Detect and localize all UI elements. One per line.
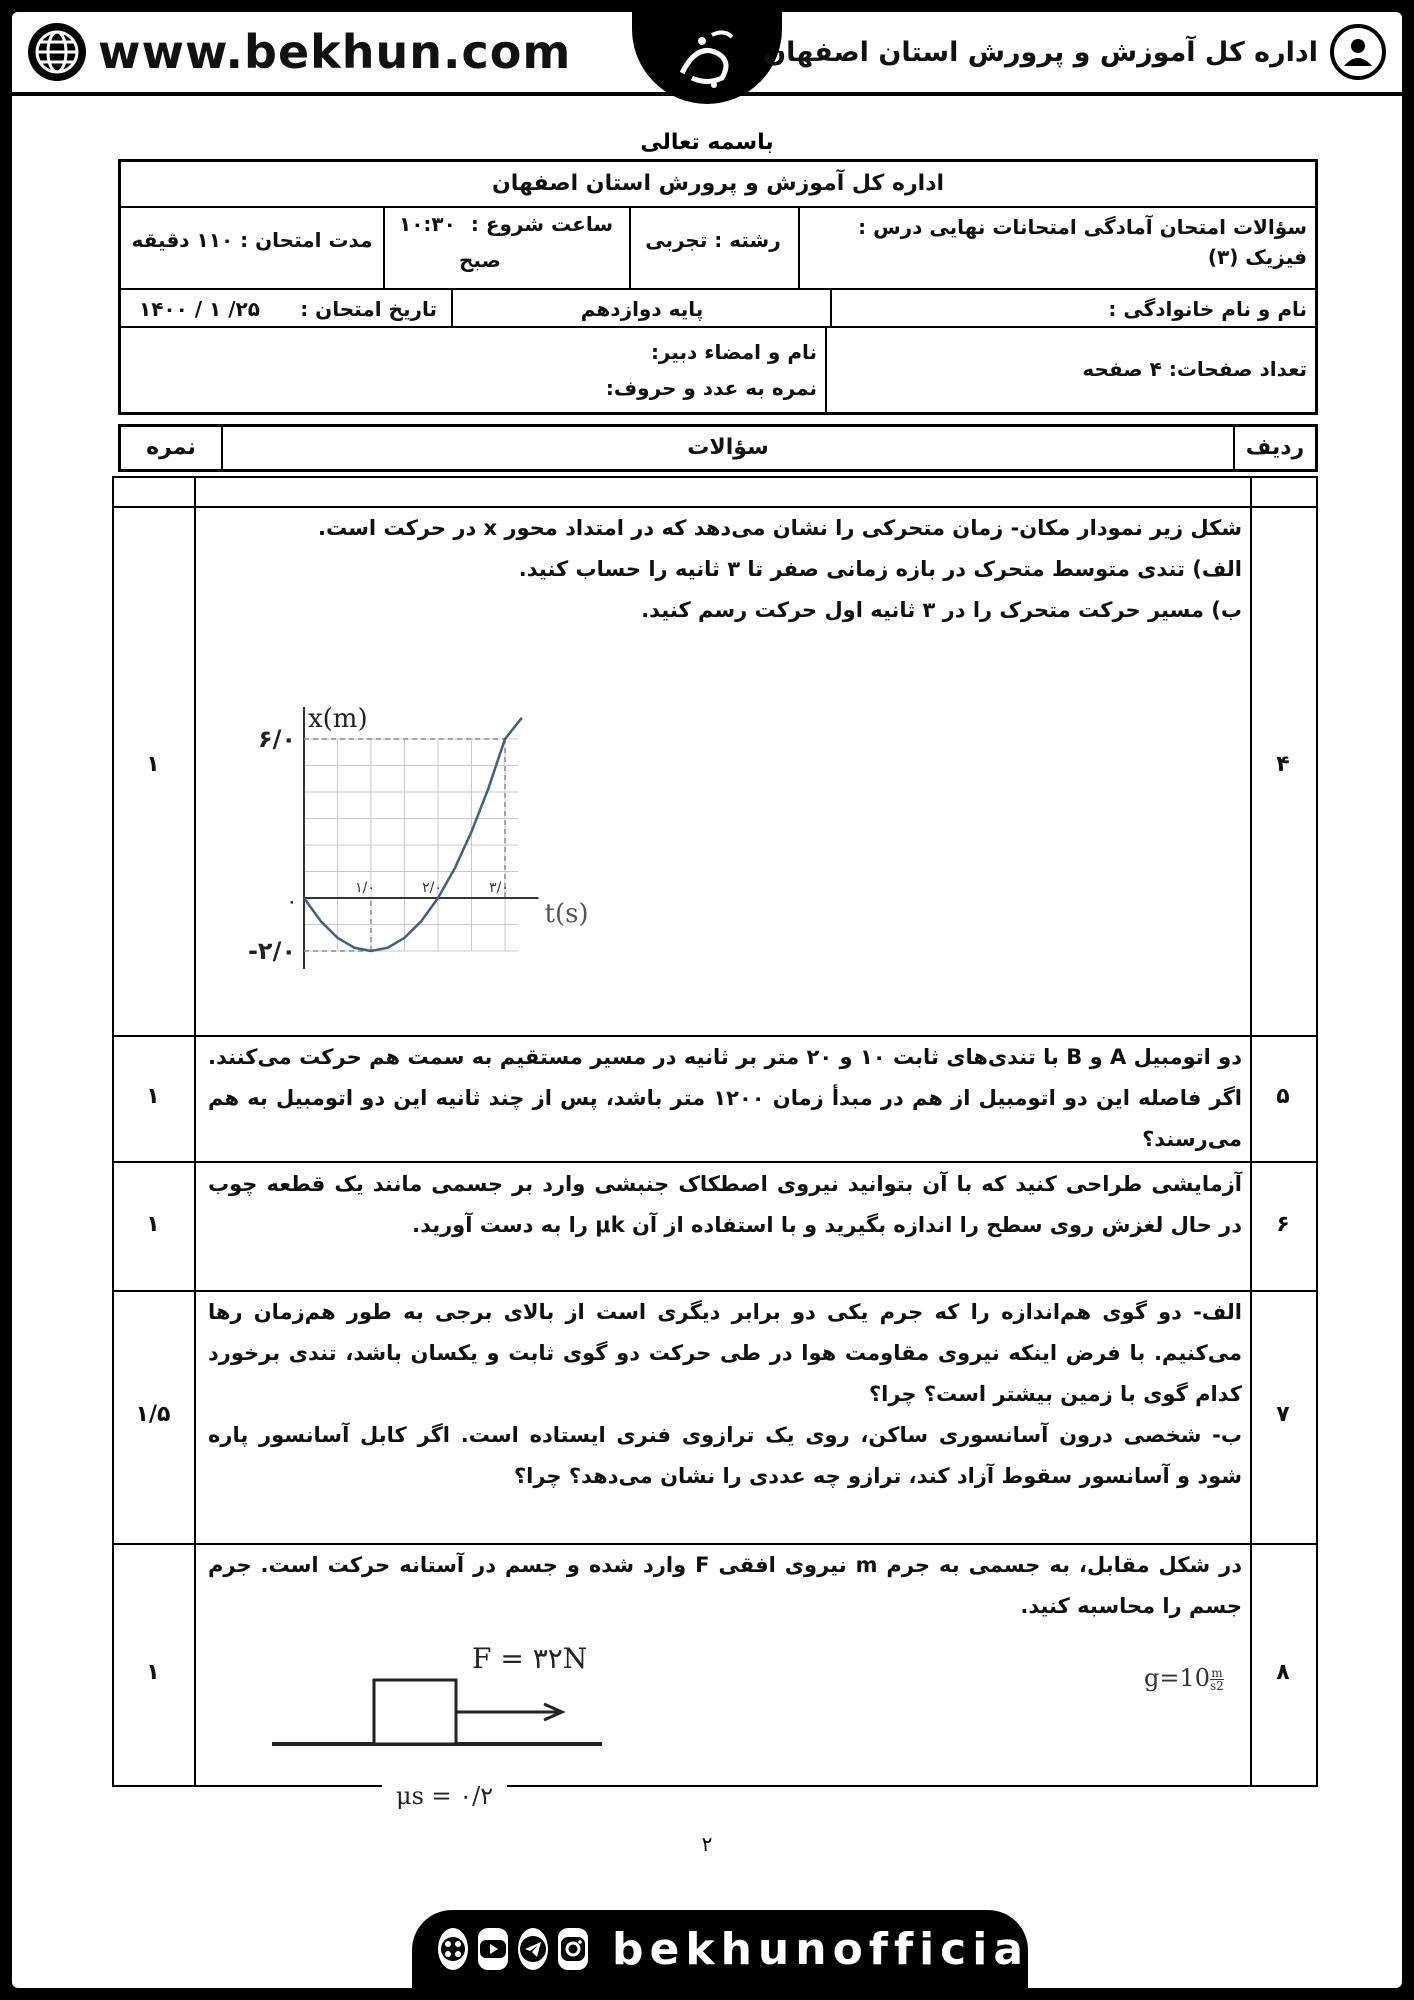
q7-score: ۱/۵	[135, 1402, 171, 1427]
block-force-diagram	[272, 1632, 632, 1762]
page-number: ۲	[701, 1832, 713, 1856]
exam-field: رشته : تجربی	[645, 228, 781, 252]
globe-icon	[28, 23, 86, 81]
y-axis-label: x(m)	[308, 704, 368, 734]
exam-info-box	[118, 159, 1318, 415]
x-tick-label: ۳/۰	[489, 880, 509, 896]
q7-part-b: ب- شخصی درون آسانسوری ساکن، روی یک ترازوی فنری ایستاده است. اگر کابل آسانسور پاره شود و آسانسور سقوط آزاد کند، ترازو چه عددی را نشان می‌دهد؟ چرا؟	[208, 1423, 1242, 1488]
logo-icon	[662, 23, 752, 93]
student-name-label: نام و نام خانوادگی :	[1108, 297, 1307, 321]
table-header	[118, 424, 1318, 472]
q4-text	[208, 508, 1242, 631]
q5-row-number: ۵	[1276, 1084, 1290, 1109]
date-label: تاریخ امتحان :	[300, 297, 437, 321]
heading: باسمه تعالی	[640, 130, 774, 155]
page-count: تعداد صفحات: ۴ صفحه	[1082, 357, 1307, 381]
teacher-signature-label: نام و امضاء دبیر:	[650, 340, 817, 364]
site-link[interactable]	[28, 22, 571, 82]
position-time-chart	[212, 672, 612, 992]
y-tick-label: ۶/۰	[257, 725, 296, 753]
q4-stem: شکل زیر نمودار مکان- زمان متحرکی را نشان می‌دهد که در امتداد محور x در حرکت است.	[318, 516, 1242, 540]
exam-subject: سؤالات امتحان آمادگی امتحانات نهایی درس : فیزیک (۳)	[858, 215, 1307, 269]
col-score-header: نمره	[146, 435, 196, 460]
exam-date-cell	[127, 290, 445, 326]
q5-text: دو اتومبیل A و B با تندی‌های ثابت ۱۰ و ۲۰ متر بر ثانیه در مسیر مستقیم به سمت هم حرکت می‌کنند. اگر فاصله این دو اتومبیل از هم در مبدأ زمان ۱۲۰۰ متر باشد، پس از چند ثانیه این دو اتومبیل به هم می‌رسند؟	[208, 1045, 1243, 1151]
start-time-cell	[389, 212, 621, 284]
gravity-value: g=10	[1144, 1664, 1211, 1692]
start-time: ۱۰:۳۰	[399, 212, 456, 236]
friction-coefficient: μs = ۰/۲	[382, 1782, 507, 1810]
y-tick-label: ۰	[287, 894, 296, 910]
gravity-unit-top: m	[1211, 1666, 1223, 1680]
gravity-unit-bottom: s2	[1210, 1679, 1224, 1693]
org-title: اداره کل آموزش و پرورش استان اصفهان	[763, 36, 1318, 68]
start-label: ساعت شروع :	[470, 212, 613, 236]
col-row-header: ردیف	[1245, 435, 1305, 460]
q4-row-number: ۴	[1276, 752, 1290, 777]
telegram-icon[interactable]	[518, 1928, 548, 1970]
instagram-icon[interactable]	[558, 1928, 588, 1970]
user-icon	[1330, 24, 1386, 80]
page	[12, 12, 1402, 1988]
force-label: F = ۳۲N	[472, 1642, 588, 1675]
q7-text	[208, 1292, 1242, 1497]
site-url[interactable]: www.bekhun.com	[98, 25, 572, 79]
exam-duration: مدت امتحان : ۱۱۰ دقیقه	[131, 228, 373, 252]
exam-org: اداره کل آموزش و پرورش استان اصفهان	[491, 171, 945, 196]
aparat-icon[interactable]	[438, 1928, 468, 1970]
q6-text: آزمایشی طراحی کنید که با آن بتوانید نیروی اصطکاک جنبشی وارد بر جسمی مانند یک قطعه چوب در حال لغزش روی سطح را اندازه بگیرید و با استفاده از آن μk را به دست آورید.	[208, 1172, 1242, 1237]
date-value: ۱۴۰۰ / ۱ /۲۵	[139, 297, 260, 321]
x-axis-label: t(s)	[544, 899, 589, 929]
q7-part-a: الف- دو گوی هم‌اندازه را که جرم یکی دو برابر دیگری است از بالای برجی به طور هم‌زمان رها می‌کنیم. با فرض اینکه نیروی مقاومت هوا در طی حرکت دو گوی ثابت و یکسان باشد، تندی برخورد کدام گوی با زمین بیشتر است؟ چرا؟	[208, 1300, 1242, 1406]
y-tick-label: -۲/۰	[247, 937, 296, 965]
brand-logo	[632, 12, 782, 104]
org-header	[763, 22, 1386, 82]
exam-grade: پایه دوازدهم	[580, 297, 704, 321]
q4-part-a: الف) تندی متوسط متحرک در بازه زمانی صفر تا ۳ ثانیه را حساب کنید.	[518, 557, 1242, 581]
youtube-icon[interactable]	[478, 1928, 508, 1970]
q6-row-number: ۶	[1276, 1212, 1290, 1237]
x-tick-label: ۱/۰	[355, 880, 375, 896]
q6-score: ۱	[146, 1212, 160, 1237]
q4-score: ۱	[146, 752, 160, 777]
data-curve	[304, 718, 522, 951]
q5-score: ۱	[146, 1084, 160, 1109]
social-footer	[412, 1910, 1051, 1988]
social-handle[interactable]: bekhunofficial	[612, 1923, 1051, 1975]
score-in-words-label: نمره به عدد و حروف:	[605, 376, 817, 400]
gravity-label	[1144, 1664, 1224, 1692]
col-questions-header: سؤالات	[687, 435, 769, 460]
top-bar	[12, 12, 1402, 96]
block	[374, 1680, 456, 1744]
q8-text: در شکل مقابل، به جسمی به جرم m نیروی افقی F وارد شده و جسم در آستانه حرکت است. جرم جسم را محاسبه کنید.	[208, 1553, 1242, 1618]
x-tick-label: ۲/۰	[422, 880, 442, 896]
q4-part-b: ب) مسیر حرکت متحرک را در ۳ ثانیه اول حرکت رسم کنید.	[641, 598, 1242, 622]
q8-score: ۱	[146, 1660, 160, 1685]
q8-row-number: ۸	[1276, 1660, 1290, 1685]
q7-row-number: ۷	[1276, 1402, 1290, 1427]
start-period: صبح	[459, 248, 501, 272]
